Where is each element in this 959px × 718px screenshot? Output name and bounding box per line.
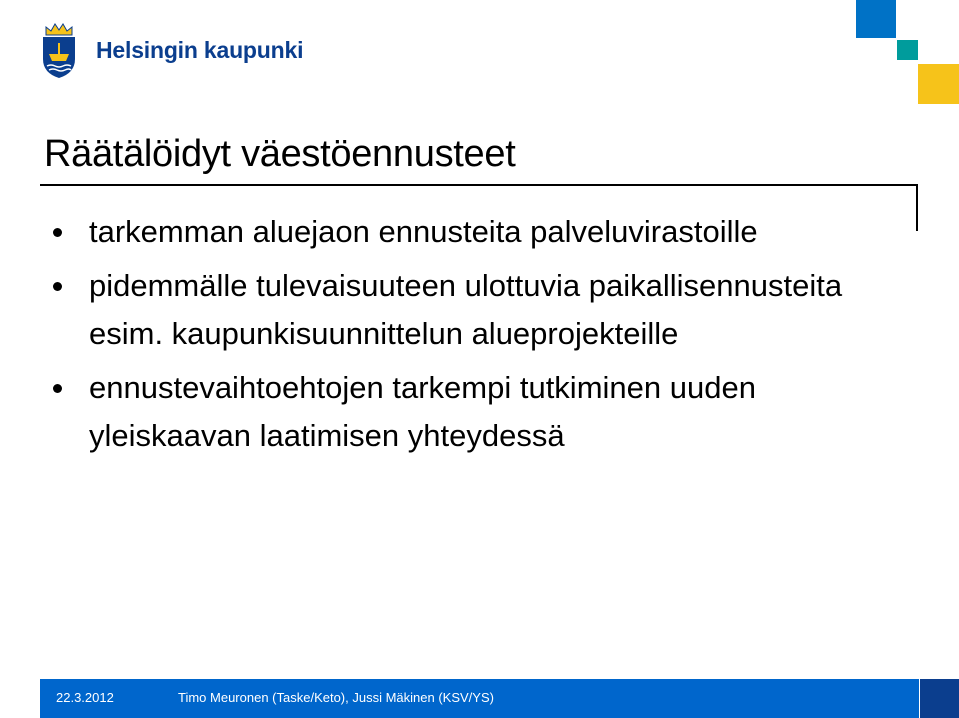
footer-bar <box>40 679 919 718</box>
helsinki-coat-of-arms-icon <box>40 21 78 79</box>
bullet-item: tarkemman aluejaon ennusteita palveluvirastoille <box>52 208 912 256</box>
title-divider <box>40 184 917 186</box>
decor-square-teal <box>897 40 918 60</box>
helsinki-logo <box>40 21 303 79</box>
bullet-item: ennustevaihtoehtojen tarkempi tutkiminen uuden yleiskaavan laatimisen yhteydessä <box>52 364 912 460</box>
logo-text: Helsingin kaupunki <box>96 36 304 63</box>
footer-date: 22.3.2012 <box>56 690 114 705</box>
slide-title: Räätälöidyt väestöennusteet <box>44 133 516 175</box>
bullet-item: pidemmälle tulevaisuuteen ulottuvia paikallisennusteita esim. kaupunkisuunnittelun alueprojekteille <box>52 262 912 358</box>
footer-authors: Timo Meuronen (Taske/Keto), Jussi Mäkinen (KSV/YS) <box>178 690 494 705</box>
decor-square-blue <box>856 0 896 38</box>
decor-square-yellow <box>918 64 959 104</box>
title-divider-tick <box>916 184 918 231</box>
bullet-list <box>52 208 912 466</box>
footer-corner-block <box>920 679 959 718</box>
